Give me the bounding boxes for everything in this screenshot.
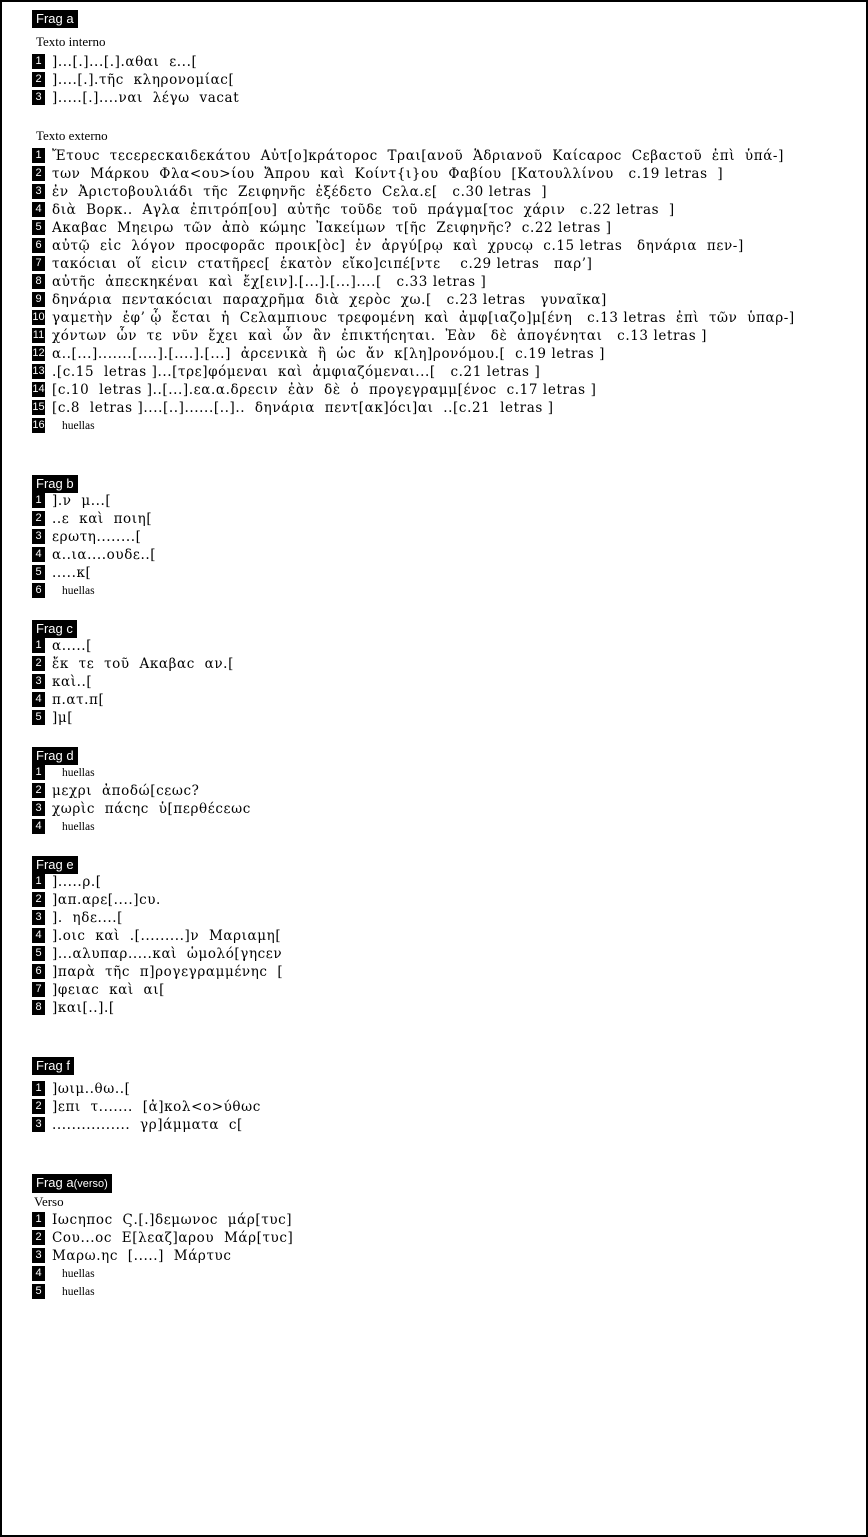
line-list-frag-e	[32, 874, 856, 1017]
line-text: huellas	[62, 585, 95, 597]
text-line	[32, 765, 856, 782]
line-text: καὶ..[	[52, 674, 93, 690]
line-number: 3	[32, 1248, 45, 1263]
text-line	[32, 310, 856, 327]
line-text: ]...αλυπαρ.....καὶ ὡμολό[γηcεν	[52, 946, 283, 962]
text-line	[32, 1117, 856, 1134]
text-line	[32, 256, 856, 273]
line-number: 9	[32, 292, 45, 307]
text-line	[32, 656, 856, 673]
line-text: π.ατ.π[	[52, 692, 105, 708]
line-number: 6	[32, 583, 45, 598]
text-line	[32, 346, 856, 363]
line-number: 2	[32, 892, 45, 907]
line-text: ]παρὰ τῆc π]ρογεγραμμένηc [	[52, 964, 284, 980]
text-line	[32, 493, 856, 510]
text-line	[32, 238, 856, 255]
spacer	[32, 449, 856, 475]
line-text: ].....ρ.[	[52, 874, 102, 890]
line-text: χόντων ὧν τε νῦν ἔχει καὶ ὧν ἂν ἐπικτήcηται. Ἐὰν δὲ ἀπογένηται c.13 letras ]	[52, 328, 707, 344]
line-text: ]μ[	[52, 710, 74, 726]
fragment-block-frag-a	[32, 10, 856, 435]
fragment-block-frag-e	[32, 856, 856, 1017]
text-line	[32, 54, 856, 71]
line-text: τακόcιαι οἵ εἰcιν cτατῆρεc[ ἑκατὸν εἴκο]cιπέ[ντε c.29 letras παρ’]	[52, 256, 593, 272]
line-number: 5	[32, 946, 45, 961]
line-number: 7	[32, 982, 45, 997]
line-text: ].....[.]....ναι λέγω vacat	[52, 90, 240, 106]
text-line	[32, 638, 856, 655]
line-number: 15	[32, 401, 45, 413]
line-text: Ἔτουc τεcερεcκαιδεκάτου Αὐτ[ο]κράτοροc Τραι[ανοῦ Ἁδριανοῦ Καίcαροc Cεβαcτοῦ ἐπὶ ὑπά-]	[52, 148, 784, 164]
line-text: ................ γρ]άμματα c[	[52, 1117, 243, 1133]
line-text: ].ν μ...[	[52, 493, 112, 509]
line-text: ]ωιμ..θω..[	[52, 1081, 131, 1097]
line-text: διὰ Βορκ.. Αγλα ἐπιτρόπ[ου] αὐτῆc τοῦδε τοῦ πράγμα[τοc χάριν c.22 letras ]	[52, 202, 675, 218]
text-line	[32, 1266, 856, 1283]
section-label-texto-externo: Texto externo	[36, 128, 108, 143]
text-line	[32, 982, 856, 999]
line-text: .[c.15 letras ]...[τρε]φόμεναι καὶ ἀμφιαζόμεναι...[ c.21 letras ]	[52, 364, 541, 380]
line-list-frag-b	[32, 493, 856, 600]
text-line	[32, 928, 856, 945]
line-text: ].οιc καὶ .[.........]ν Μαριαμη[	[52, 928, 282, 944]
line-text: huellas	[62, 1286, 95, 1298]
text-line	[32, 382, 856, 399]
line-number: 8	[32, 1000, 45, 1015]
fragment-block-frag-c	[32, 620, 856, 727]
line-number: 5	[32, 710, 45, 725]
line-number: 2	[32, 1230, 45, 1245]
line-text: γαμετὴν ἐφ’ ᾧ ἔcται ἡ Cελαμπιουc τρεφομένη καὶ ἀμφ[ιαζο]μ[ένη c.13 letras ἐπὶ τῶν ὑπαρ-]	[52, 310, 795, 326]
line-number: 2	[32, 656, 45, 671]
line-number: 2	[32, 1099, 45, 1114]
line-text: ]. ηδε....[	[52, 910, 123, 926]
text-line	[32, 1081, 856, 1098]
fragment-heading-label: Frag d	[36, 748, 74, 763]
line-number: 2	[32, 166, 45, 181]
text-line	[32, 148, 856, 165]
spacer	[32, 108, 856, 122]
line-text: ερωτη........[	[52, 529, 142, 545]
text-line	[32, 946, 856, 963]
line-number: 1	[32, 493, 45, 508]
line-text: αὐτῆc ἀπεcκηκέναι καὶ ἔχ[ειν].[...].[...]....[ c.33 letras ]	[52, 274, 487, 290]
fragment-heading-frag-a	[32, 10, 78, 28]
line-number: 3	[32, 801, 45, 816]
line-list-frag-f	[32, 1081, 856, 1134]
fragment-heading-label: Frag c	[36, 621, 73, 636]
fragment-block-frag-d	[32, 747, 856, 836]
line-number: 4	[32, 819, 45, 834]
fragment-block-frag-a-verso	[32, 1174, 856, 1301]
fragment-heading-label: Frag f	[36, 1058, 70, 1073]
text-line	[32, 90, 856, 107]
line-number: 4	[32, 928, 45, 943]
line-text: [c.8 letras ]....[..]......[..].. δηνάρια πεντ[ακ]όcι]αι ..[c.21 letras ]	[52, 400, 554, 416]
line-text: των Μάρκου Φλα<ου>ίου Ἄπρου καὶ Κοίντ{ι}ου Φαβίου [Κατουλλίνου c.19 letras ]	[52, 166, 724, 182]
line-text: huellas	[62, 821, 95, 833]
line-text: α.....[	[52, 638, 93, 654]
line-number: 1	[32, 54, 45, 69]
document-body	[2, 2, 866, 1325]
line-text: huellas	[62, 767, 95, 779]
line-text: ]φειαc καὶ αι[	[52, 982, 165, 998]
line-text: αὐτῷ εἰc λόγον προcφορᾶc προικ[ὸc] ἐν ἀργύ[ρῳ καὶ χρυcῳ c.15 letras δηνάρια πεν-]	[52, 238, 744, 254]
text-line	[32, 1248, 856, 1265]
line-text: ]και[..].[	[52, 1000, 115, 1016]
line-number: 8	[32, 274, 45, 289]
text-line	[32, 547, 856, 564]
line-number: 1	[32, 874, 45, 889]
fragment-heading-label: Frag a	[36, 11, 74, 26]
line-text: ]επι τ....... [ἀ]κολ<ο>ύθωc	[52, 1099, 261, 1115]
line-text: δηνάρια πεντακόcιαι παραχρῆμα διὰ χερὸc χω.[ c.23 letras γυναῖκα]	[52, 292, 607, 308]
line-number: 6	[32, 964, 45, 979]
text-line	[32, 220, 856, 237]
line-text: huellas	[62, 1268, 95, 1280]
text-line	[32, 1099, 856, 1116]
spacer	[32, 1031, 856, 1057]
line-text: [c.10 letras ]..[...].εα.α.δρεcιν ἐὰν δὲ ὁ προγεγραμμ[ένοc c.17 letras ]	[52, 382, 597, 398]
line-number: 7	[32, 256, 45, 271]
fragment-heading-frag-a-verso	[32, 1174, 112, 1193]
text-line	[32, 72, 856, 89]
line-number: 4	[32, 202, 45, 217]
spacer	[32, 1148, 856, 1174]
line-number: 4	[32, 692, 45, 707]
line-text: α..[...].......[....].[....].[...] ἀρcενικὰ ἢ ὡc ἄν κ[λη]ρονόμου.[ c.19 letras ]	[52, 346, 605, 362]
fragment-heading-label: Frag a	[36, 1175, 74, 1190]
line-number: 6	[32, 238, 45, 253]
text-line	[32, 184, 856, 201]
text-line	[32, 1230, 856, 1247]
line-number: 2	[32, 511, 45, 526]
text-line	[32, 710, 856, 727]
line-number: 3	[32, 184, 45, 199]
text-line	[32, 583, 856, 600]
text-line	[32, 1284, 856, 1301]
line-number: 14	[32, 383, 45, 395]
text-line	[32, 400, 856, 417]
line-text: ..ε καὶ ποιη[	[52, 511, 153, 527]
text-line	[32, 910, 856, 927]
text-line	[32, 674, 856, 691]
line-list-frag-a-verso	[32, 1212, 856, 1301]
text-line	[32, 801, 856, 818]
line-number: 3	[32, 910, 45, 925]
line-text: Cου...οc Ε[λεαζ]αρου Μάρ[τυc]	[52, 1230, 294, 1246]
line-number: 13	[32, 365, 45, 377]
line-list-frag-c	[32, 638, 856, 727]
line-number: 1	[32, 765, 45, 780]
text-line	[32, 874, 856, 891]
text-line	[32, 1000, 856, 1017]
line-number: 1	[32, 638, 45, 653]
text-line	[32, 328, 856, 345]
text-line	[32, 692, 856, 709]
line-list-frag-a-externo	[32, 148, 856, 435]
line-text: μεχρι ἀποδώ[cεωc?	[52, 783, 200, 799]
text-line	[32, 1212, 856, 1229]
fragment-block-frag-f	[32, 1057, 856, 1134]
line-number: 11	[32, 329, 45, 341]
text-line	[32, 892, 856, 909]
text-line	[32, 274, 856, 291]
line-text: ἐν Ἀριcτοβουλιάδι τῆc Ζειφηνῆc ἐξέδετο Cελα.ε[ c.30 letras ]	[52, 184, 548, 200]
line-text: ἔκ τε τοῦ Ακαβαc αν.[	[52, 656, 234, 672]
text-line	[32, 166, 856, 183]
section-label-verso: Verso	[34, 1194, 64, 1209]
line-text: ]...[.]...[.].αθαι ε...[	[52, 54, 198, 70]
line-number: 2	[32, 72, 45, 87]
line-number: 1	[32, 148, 45, 163]
text-line	[32, 529, 856, 546]
fragment-heading-label: Frag b	[36, 476, 74, 491]
text-line	[32, 292, 856, 309]
text-line	[32, 418, 856, 435]
fragment-heading-frag-e	[32, 856, 78, 874]
line-text: Ακαβαc Μηειρω τῶν ἀπὸ κώμηc Ἰακείμων τ[ῆc Ζειφηνῆc? c.22 letras ]	[52, 220, 612, 236]
line-number: 3	[32, 1117, 45, 1132]
text-line	[32, 964, 856, 981]
line-number: 4	[32, 547, 45, 562]
fragment-heading-frag-d	[32, 747, 78, 765]
line-number: 5	[32, 565, 45, 580]
line-number: 16	[32, 419, 45, 431]
fragment-heading-label: Frag e	[36, 857, 74, 872]
line-number: 3	[32, 90, 45, 105]
text-line	[32, 202, 856, 219]
line-number: 3	[32, 674, 45, 689]
section-label-texto-interno: Texto interno	[36, 34, 106, 49]
fragment-heading-frag-b	[32, 475, 78, 493]
line-text: χωρὶc πάcηc ὑ[περθέcεωc	[52, 801, 251, 817]
line-text: ]απ.αρε[....]cυ.	[52, 892, 161, 908]
fragment-heading-sublabel: (verso)	[73, 1178, 108, 1190]
fragment-heading-frag-f	[32, 1057, 74, 1075]
line-text: .....κ[	[52, 565, 92, 581]
line-number: 4	[32, 1266, 45, 1281]
line-number: 3	[32, 529, 45, 544]
text-line	[32, 511, 856, 528]
line-number: 1	[32, 1212, 45, 1227]
text-line	[32, 819, 856, 836]
line-list-frag-d	[32, 765, 856, 836]
line-text: huellas	[62, 420, 95, 432]
line-number: 10	[32, 311, 45, 323]
line-text: Ιωcηποc Ϛ.[.]δεμωνοc μάρ[τυc]	[52, 1212, 293, 1228]
line-text: α..ια....ουδε..[	[52, 547, 157, 563]
line-text: ]....[.].τῆc κληρονομίαc[	[52, 72, 235, 88]
line-number: 12	[32, 347, 45, 359]
line-number: 5	[32, 220, 45, 235]
text-line	[32, 565, 856, 582]
line-number: 1	[32, 1081, 45, 1096]
line-number: 2	[32, 783, 45, 798]
fragment-block-frag-b	[32, 475, 856, 600]
line-text: Μαρω.ηc [.....] Μάρτυc	[52, 1248, 232, 1264]
line-number: 5	[32, 1284, 45, 1299]
text-line	[32, 783, 856, 800]
fragment-heading-frag-c	[32, 620, 77, 638]
line-list-frag-a-interno	[32, 54, 856, 107]
text-line	[32, 364, 856, 381]
